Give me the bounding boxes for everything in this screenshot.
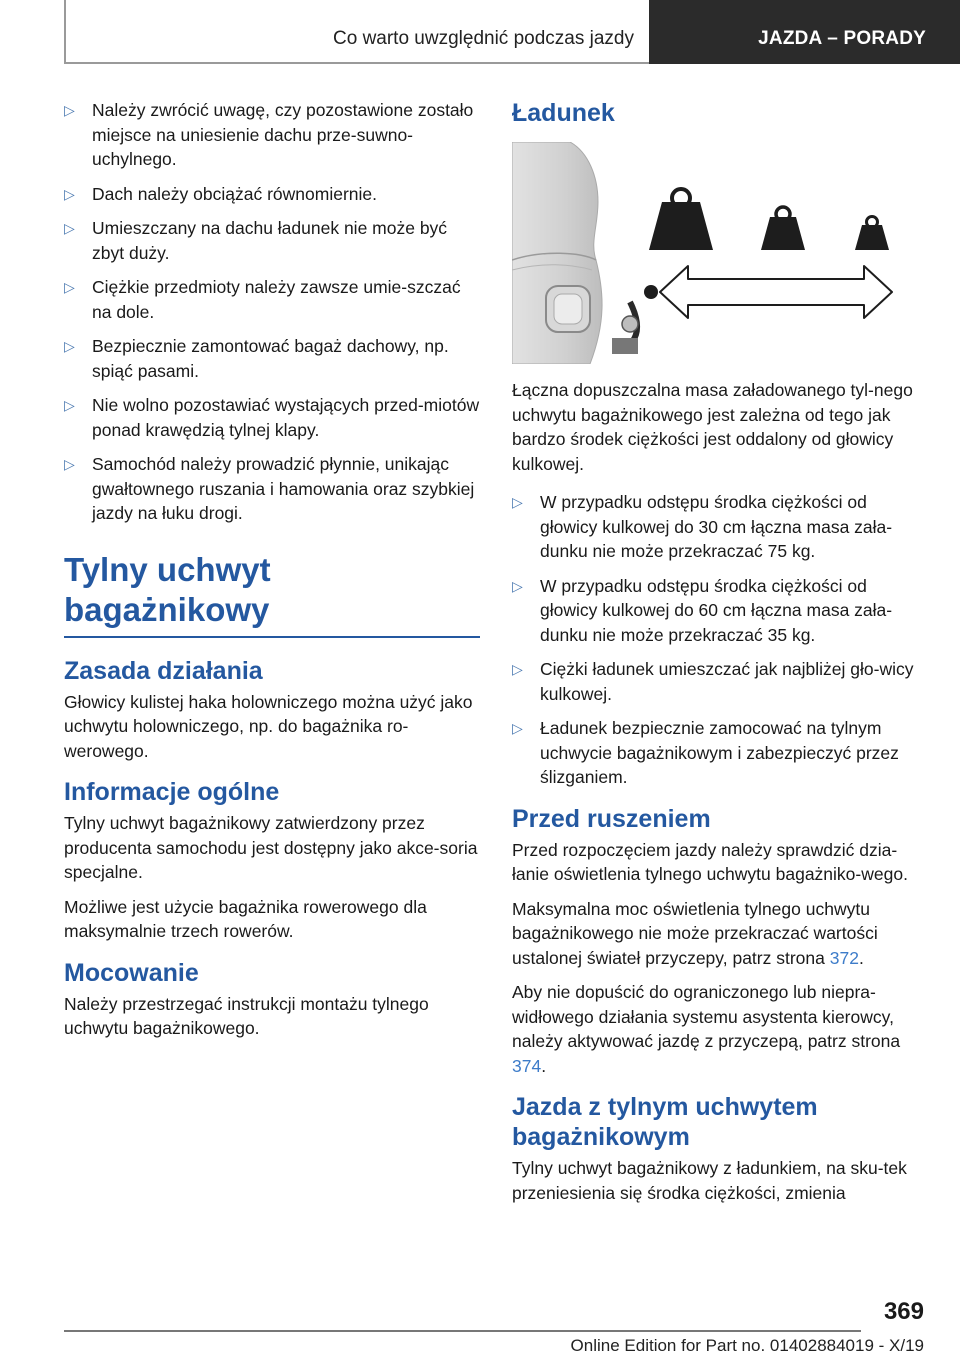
list-item: ▷ Ciężkie przedmioty należy zawsze umie-szczać na dole. [64, 277, 461, 322]
info-paragraph-2: Możliwe jest użycie bagażnika rowerowego dla maksymalnie trzech rowerów. [64, 896, 427, 941]
list-item: ▷ Umieszczany na dachu ładunek nie może być zbyt duży. [64, 218, 448, 263]
left-column [64, 98, 480, 1051]
load-distance-illustration [512, 142, 926, 364]
przed-paragraph-2: Maksymalna moc oświetlenia tylnego uchwytu bagażnikowego nie może przekraczać wartości ustalonej świateł przyczepy, patrz strona 372. [512, 898, 878, 968]
triangle-bullet-icon: ▷ [64, 279, 75, 295]
header-section-title: Co warto uwzględnić podczas jazdy [333, 28, 634, 49]
list-item: ▷ Nie wolno pozostawiać wystających przed-miotów ponad krawędzią tylnej klapy. [64, 395, 480, 440]
load-rules-list [512, 490, 926, 790]
list-item: ▷ Należy zwrócić uwagę, czy pozostawione zostało miejsce na uniesienie dachu prze-suwno-uchylnego. [64, 100, 474, 169]
main-heading: Tylny uchwyt bagażnikowy [64, 550, 480, 638]
triangle-bullet-icon: ▷ [64, 456, 75, 472]
list-item: ▷ Dach należy obciążać równomiernie. [64, 182, 480, 207]
triangle-bullet-icon: ▷ [64, 220, 75, 236]
header-rule-bottom [64, 62, 649, 64]
ball-head-shape [644, 285, 658, 299]
medium-weight-icon [761, 207, 805, 250]
section-heading-zasada: Zasada działania [64, 656, 263, 685]
small-weight-icon [855, 217, 889, 251]
triangle-bullet-icon: ▷ [64, 397, 75, 413]
triangle-bullet-icon: ▷ [512, 494, 523, 510]
ladunek-paragraph: Łączna dopuszczalna masa załadowanego tyl-nego uchwytu bagażnikowego jest zależna od tego jak bardzo środek ciężkości jest oddalony od głowicy kulkowej. [512, 380, 913, 474]
list-item: ▷ Ciężki ładunek umieszczać jak najbliżej gło-wicy kulkowej. [512, 659, 914, 704]
info-paragraph-1: Tylny uchwyt bagażnikowy zatwierdzony przez producenta samochodu jest dostępny jako akce-soria specjalne. [64, 813, 478, 882]
triangle-bullet-icon: ▷ [64, 185, 75, 202]
right-column [512, 98, 926, 1215]
section-heading-jazda: Jazda z tylnym uchwytem bagażnikowym [512, 1093, 818, 1151]
page-link-374[interactable]: 374 [512, 1055, 542, 1076]
page-link-372[interactable]: 372 [829, 947, 859, 968]
triangle-bullet-icon: ▷ [64, 338, 75, 354]
list-item: ▷ Samochód należy prowadzić płynnie, unikając gwałtownego ruszania i hamowania oraz szybkiej jazdy na łuku drogi. [64, 454, 475, 523]
roof-load-list [64, 98, 480, 526]
section-heading-mocowanie: Mocowanie [64, 958, 199, 987]
list-item: ▷ W przypadku odstępu środka ciężkości od głowicy kulkowej do 30 cm łączna masa zała-dunku nie może przekraczać 75 kg. [512, 492, 893, 561]
header-rule-left [64, 0, 66, 64]
page-number: 369 [883, 1298, 924, 1325]
list-item: ▷ Bezpiecznie zamontować bagaż dachowy, np. spiąć pasami. [64, 336, 449, 381]
section-heading-przed: Przed ruszeniem [512, 804, 711, 833]
triangle-bullet-icon: ▷ [512, 720, 523, 736]
triangle-bullet-icon: ▷ [512, 661, 523, 677]
list-item: ▷ Ładunek bezpiecznie zamocować na tylnym uchwycie bagażnikowym i zabezpieczyć przez ślizganiem. [512, 718, 899, 787]
triangle-bullet-icon: ▷ [512, 577, 523, 594]
jazda-paragraph: Tylny uchwyt bagażnikowy z ładunkiem, na sku-tek przeniesienia się środka ciężkości, zmienia [512, 1158, 907, 1203]
chapter-tab-label: JAZDA – PORADY [758, 28, 926, 49]
mocowanie-paragraph: Należy przestrzegać instrukcji montażu tylnego uchwytu bagażnikowego. [64, 993, 429, 1038]
footer-rule [64, 1330, 861, 1332]
header-chapter-tab[interactable] [649, 0, 960, 64]
section-heading-ladunek: Ładunek [512, 99, 615, 127]
triangle-bullet-icon: ▷ [64, 102, 75, 118]
distance-arrow-shape [660, 266, 892, 318]
przed-paragraph-1: Przed rozpoczęciem jazdy należy sprawdzić dzia-łanie oświetlenia tylnego uchwytu bagażniko-wego. [512, 839, 908, 884]
przed-paragraph-3: Aby nie dopuścić do ograniczonego lub niepra-widłowego działania systemu asystenta kierowcy, należy aktywować jazdę z przyczepą, patrz strona 374. [512, 982, 901, 1076]
section-heading-info: Informacje ogólne [64, 778, 280, 806]
footer-edition: Online Edition for Part no. 01402884019 - X/19 [570, 1336, 924, 1355]
zasada-paragraph: Głowicy kulistej haka holowniczego można użyć jako uchwytu holowniczego, np. do bagażnika ro-werowego. [64, 691, 473, 761]
large-weight-icon [649, 189, 713, 250]
list-item: ▷ W przypadku odstępu środka ciężkości od głowicy kulkowej do 60 cm łączna masa zała-dunku nie może przekraczać 35 kg. [512, 575, 893, 645]
